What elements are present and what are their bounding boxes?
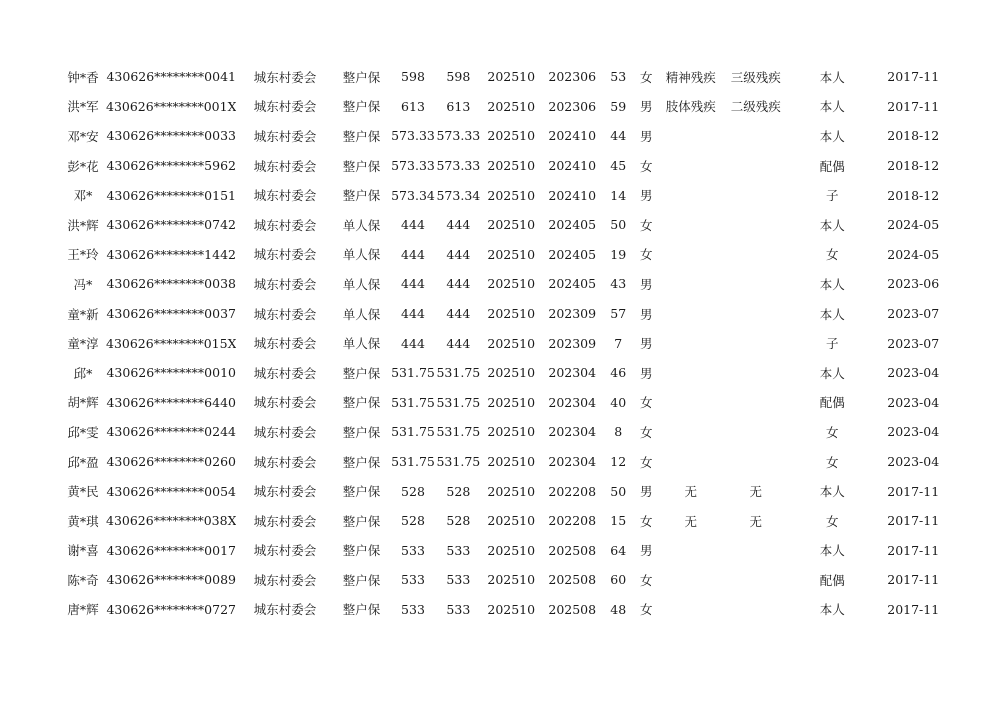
amount-cell: 533 [401, 601, 425, 617]
assistance-type-cell: 单人保 [342, 217, 381, 233]
enroll-date-cell: 2023-04 [887, 454, 940, 470]
disability-type-cell: 无 [684, 484, 697, 500]
assistance-type-cell: 整户保 [342, 572, 381, 588]
id-number-cell: 430626********0041 [106, 69, 236, 85]
id-number-cell: 430626********001X [106, 98, 237, 114]
disability-type-cell: 精神残疾 [665, 69, 716, 85]
subsidy-amount-cell: 531.75 [436, 365, 481, 381]
amount-cell: 531.75 [391, 394, 435, 410]
id-number-cell: 430626********0054 [106, 483, 236, 499]
id-number-cell: 430626********0010 [106, 365, 236, 381]
assistance-type-cell: 单人保 [342, 336, 381, 352]
start-month-cell: 202510 [487, 128, 536, 144]
person-name-cell: 洪*军 [67, 99, 99, 115]
sex-cell: 男 [639, 99, 653, 115]
amount-cell: 528 [401, 483, 425, 499]
disability-level-cell [723, 151, 788, 181]
relation-cell: 配偶 [819, 395, 845, 411]
start-month-cell: 202510 [487, 394, 536, 410]
age-cell: 45 [610, 158, 627, 174]
id-number-cell: 430626********0244 [106, 424, 236, 440]
disability-type-cell [658, 121, 723, 151]
id-number-cell: 430626********0727 [106, 601, 236, 617]
village-unit-cell: 城东村委会 [253, 484, 317, 500]
end-month-cell: 202208 [548, 513, 597, 529]
sex-cell: 男 [639, 336, 653, 352]
start-month-cell: 202510 [487, 158, 536, 174]
sex-cell: 男 [639, 484, 653, 500]
village-unit-cell: 城东村委会 [253, 69, 317, 85]
end-month-cell: 202508 [548, 542, 597, 558]
person-name-cell: 钟*香 [67, 69, 99, 85]
village-unit-cell: 城东村委会 [253, 99, 317, 115]
age-cell: 14 [610, 187, 627, 203]
amount-cell: 531.75 [391, 454, 435, 470]
table-row [60, 151, 950, 181]
enroll-date-cell: 2023-04 [887, 365, 940, 381]
assistance-type-cell: 整户保 [342, 69, 381, 85]
village-unit-cell: 城东村委会 [253, 424, 317, 440]
village-unit-cell: 城东村委会 [253, 395, 317, 411]
disability-type-cell: 无 [684, 513, 697, 529]
id-number-cell: 430626********0260 [106, 454, 236, 470]
relation-cell: 本人 [819, 69, 845, 85]
end-month-cell: 202410 [548, 128, 597, 144]
start-month-cell: 202510 [487, 187, 536, 203]
village-unit-cell: 城东村委会 [253, 128, 317, 144]
subsidy-amount-cell: 531.75 [436, 454, 481, 470]
person-name-cell: 邱*盈 [67, 454, 99, 470]
subsidy-amount-cell: 444 [446, 217, 471, 233]
relation-cell: 女 [825, 424, 839, 440]
relation-cell: 本人 [819, 365, 845, 381]
table-row [60, 476, 950, 506]
assistance-type-cell: 整户保 [342, 513, 381, 529]
relation-cell: 子 [825, 336, 839, 352]
person-name-cell: 黄*民 [67, 484, 99, 500]
age-cell: 40 [610, 394, 627, 410]
start-month-cell: 202510 [487, 572, 536, 588]
disability-level-cell: 无 [749, 513, 762, 529]
disability-level-cell [723, 299, 788, 329]
relation-cell: 女 [825, 454, 839, 470]
sex-cell: 女 [639, 69, 653, 85]
subsidy-amount-cell: 573.33 [436, 158, 481, 174]
assistance-type-cell: 整户保 [342, 484, 381, 500]
disability-level-cell [723, 388, 788, 418]
disability-level-cell: 三级残疾 [730, 69, 781, 85]
enroll-date-cell: 2017-11 [887, 513, 940, 529]
disability-level-cell [723, 358, 788, 388]
assistance-type-cell: 整户保 [342, 395, 381, 411]
subsidy-amount-cell: 613 [446, 98, 471, 114]
id-number-cell: 430626********5962 [106, 158, 236, 174]
amount-cell: 573.33 [391, 128, 435, 144]
sex-cell: 女 [639, 424, 653, 440]
start-month-cell: 202510 [487, 335, 536, 351]
end-month-cell: 202405 [548, 276, 597, 292]
start-month-cell: 202510 [487, 483, 536, 499]
disability-type-cell [658, 595, 723, 625]
relation-cell: 本人 [819, 99, 845, 115]
relation-cell: 本人 [819, 128, 845, 144]
subsidy-amount-cell: 528 [446, 513, 471, 529]
subsidy-amount-cell: 531.75 [436, 424, 481, 440]
assistance-type-cell: 整户保 [342, 602, 381, 618]
assistance-type-cell: 整户保 [342, 424, 381, 440]
table-row [60, 388, 950, 418]
enroll-date-cell: 2017-11 [887, 98, 940, 114]
start-month-cell: 202510 [487, 424, 536, 440]
amount-cell: 531.75 [391, 424, 435, 440]
end-month-cell: 202309 [548, 335, 597, 351]
age-cell: 57 [610, 306, 627, 322]
disability-level-cell [723, 328, 788, 358]
enroll-date-cell: 2017-11 [887, 542, 940, 558]
enroll-date-cell: 2023-04 [887, 424, 940, 440]
id-number-cell: 430626********6440 [106, 394, 236, 410]
relation-cell: 本人 [819, 543, 845, 559]
assistance-type-cell: 整户保 [342, 454, 381, 470]
sex-cell: 女 [639, 395, 653, 411]
amount-cell: 573.33 [391, 158, 435, 174]
person-name-cell: 童*淳 [67, 336, 99, 352]
amount-cell: 444 [401, 306, 425, 322]
disability-level-cell [723, 210, 788, 240]
assistance-type-cell: 单人保 [342, 306, 381, 322]
village-unit-cell: 城东村委会 [253, 306, 317, 322]
age-cell: 44 [610, 128, 627, 144]
enroll-date-cell: 2018-12 [887, 158, 940, 174]
age-cell: 8 [614, 424, 623, 440]
person-name-cell: 邱* [73, 365, 93, 381]
age-cell: 59 [610, 98, 627, 114]
start-month-cell: 202510 [487, 217, 536, 233]
assistance-type-cell: 整户保 [342, 543, 381, 559]
table-row [60, 62, 950, 92]
amount-cell: 444 [401, 217, 425, 233]
age-cell: 7 [614, 335, 623, 351]
table-row [60, 358, 950, 388]
table-row [60, 417, 950, 447]
age-cell: 43 [610, 276, 627, 292]
disability-level-cell [723, 240, 788, 270]
subsidy-amount-cell: 533 [446, 601, 471, 617]
amount-cell: 528 [401, 513, 425, 529]
disability-level-cell [723, 417, 788, 447]
sex-cell: 女 [639, 602, 653, 618]
enroll-date-cell: 2023-06 [887, 276, 940, 292]
subsidy-amount-cell: 528 [446, 483, 471, 499]
end-month-cell: 202309 [548, 306, 597, 322]
id-number-cell: 430626********0151 [106, 187, 236, 203]
subsidy-amount-cell: 444 [446, 276, 471, 292]
id-number-cell: 430626********015X [106, 335, 237, 351]
person-name-cell: 陈*奇 [67, 572, 99, 588]
enroll-date-cell: 2017-11 [887, 572, 940, 588]
disability-type-cell [658, 358, 723, 388]
disability-level-cell [723, 269, 788, 299]
age-cell: 15 [610, 513, 627, 529]
enroll-date-cell: 2023-07 [887, 306, 940, 322]
disability-type-cell [658, 269, 723, 299]
village-unit-cell: 城东村委会 [253, 454, 317, 470]
end-month-cell: 202508 [548, 572, 597, 588]
enroll-date-cell: 2024-05 [887, 246, 940, 262]
id-number-cell: 430626********0038 [106, 276, 236, 292]
table-row [60, 328, 950, 358]
end-month-cell: 202306 [548, 69, 597, 85]
village-unit-cell: 城东村委会 [253, 543, 317, 559]
person-name-cell: 邓* [73, 188, 93, 204]
id-number-cell: 430626********038X [106, 513, 237, 529]
disability-level-cell [723, 565, 788, 595]
relation-cell: 本人 [819, 276, 845, 292]
relation-cell: 配偶 [819, 158, 845, 174]
relation-cell: 本人 [819, 484, 845, 500]
end-month-cell: 202208 [548, 483, 597, 499]
table-row [60, 447, 950, 477]
village-unit-cell: 城东村委会 [253, 336, 317, 352]
person-name-cell: 谢*喜 [67, 543, 99, 559]
sex-cell: 男 [639, 276, 653, 292]
assistance-type-cell: 整户保 [342, 99, 381, 115]
person-name-cell: 冯* [73, 276, 93, 292]
person-name-cell: 彭*花 [67, 158, 99, 174]
person-name-cell: 邱*雯 [67, 424, 99, 440]
start-month-cell: 202510 [487, 365, 536, 381]
start-month-cell: 202510 [487, 246, 536, 262]
sex-cell: 女 [639, 247, 653, 263]
disability-level-cell: 二级残疾 [730, 99, 781, 115]
amount-cell: 444 [401, 335, 425, 351]
person-name-cell: 王*玲 [67, 247, 99, 263]
amount-cell: 573.34 [391, 187, 435, 203]
village-unit-cell: 城东村委会 [253, 158, 317, 174]
start-month-cell: 202510 [487, 513, 536, 529]
age-cell: 53 [610, 69, 627, 85]
sex-cell: 女 [639, 454, 653, 470]
sex-cell: 女 [639, 217, 653, 233]
assistance-type-cell: 整户保 [342, 158, 381, 174]
disability-level-cell [723, 447, 788, 477]
disability-level-cell [723, 180, 788, 210]
enroll-date-cell: 2023-07 [887, 335, 940, 351]
village-unit-cell: 城东村委会 [253, 247, 317, 263]
disability-type-cell [658, 417, 723, 447]
assistance-type-cell: 整户保 [342, 188, 381, 204]
id-number-cell: 430626********0033 [106, 128, 236, 144]
subsidy-amount-cell: 533 [446, 542, 471, 558]
end-month-cell: 202304 [548, 365, 597, 381]
amount-cell: 613 [401, 98, 425, 114]
disability-type-cell [658, 240, 723, 270]
village-unit-cell: 城东村委会 [253, 602, 317, 618]
table-row [60, 536, 950, 566]
amount-cell: 444 [401, 276, 425, 292]
person-name-cell: 胡*辉 [67, 395, 99, 411]
end-month-cell: 202405 [548, 217, 597, 233]
amount-cell: 533 [401, 572, 425, 588]
table-row [60, 595, 950, 625]
enroll-date-cell: 2023-04 [887, 394, 940, 410]
table-row [60, 180, 950, 210]
subsidy-amount-cell: 598 [446, 69, 471, 85]
table-row [60, 210, 950, 240]
roster-table [60, 62, 950, 624]
subsidy-amount-cell: 444 [446, 246, 471, 262]
village-unit-cell: 城东村委会 [253, 217, 317, 233]
relation-cell: 女 [825, 247, 839, 263]
id-number-cell: 430626********1442 [106, 246, 236, 262]
sex-cell: 女 [639, 513, 653, 529]
person-name-cell: 唐*辉 [67, 602, 99, 618]
disability-level-cell: 无 [749, 484, 762, 500]
subsidy-amount-cell: 533 [446, 572, 471, 588]
relation-cell: 配偶 [819, 572, 845, 588]
enroll-date-cell: 2018-12 [887, 187, 940, 203]
age-cell: 12 [610, 454, 627, 470]
table-row [60, 506, 950, 536]
disability-type-cell [658, 180, 723, 210]
sex-cell: 男 [639, 306, 653, 322]
person-name-cell: 邓*安 [67, 128, 99, 144]
table-row [60, 299, 950, 329]
subsidy-amount-cell: 573.34 [436, 187, 481, 203]
disability-type-cell [658, 536, 723, 566]
subsidy-amount-cell: 444 [446, 335, 471, 351]
start-month-cell: 202510 [487, 306, 536, 322]
enroll-date-cell: 2017-11 [887, 601, 940, 617]
age-cell: 50 [610, 483, 627, 499]
disability-level-cell [723, 595, 788, 625]
sex-cell: 男 [639, 543, 653, 559]
start-month-cell: 202510 [487, 276, 536, 292]
disability-level-cell [723, 536, 788, 566]
amount-cell: 533 [401, 542, 425, 558]
age-cell: 60 [610, 572, 627, 588]
amount-cell: 444 [401, 246, 425, 262]
end-month-cell: 202410 [548, 187, 597, 203]
end-month-cell: 202304 [548, 454, 597, 470]
person-name-cell: 洪*辉 [67, 217, 99, 233]
age-cell: 19 [610, 246, 627, 262]
subsidy-amount-cell: 573.33 [436, 128, 481, 144]
sex-cell: 男 [639, 188, 653, 204]
village-unit-cell: 城东村委会 [253, 572, 317, 588]
assistance-type-cell: 单人保 [342, 247, 381, 263]
sex-cell: 男 [639, 128, 653, 144]
person-name-cell: 黄*琪 [67, 513, 99, 529]
sex-cell: 女 [639, 158, 653, 174]
village-unit-cell: 城东村委会 [253, 513, 317, 529]
id-number-cell: 430626********0742 [106, 217, 236, 233]
table-row [60, 269, 950, 299]
start-month-cell: 202510 [487, 98, 536, 114]
relation-cell: 本人 [819, 217, 845, 233]
table-row [60, 565, 950, 595]
enroll-date-cell: 2017-11 [887, 483, 940, 499]
end-month-cell: 202304 [548, 424, 597, 440]
disability-type-cell [658, 447, 723, 477]
end-month-cell: 202306 [548, 98, 597, 114]
enroll-date-cell: 2017-11 [887, 69, 940, 85]
age-cell: 46 [610, 365, 627, 381]
subsidy-amount-cell: 444 [446, 306, 471, 322]
id-number-cell: 430626********0017 [106, 542, 236, 558]
disability-type-cell [658, 151, 723, 181]
age-cell: 64 [610, 542, 627, 558]
enroll-date-cell: 2024-05 [887, 217, 940, 233]
relation-cell: 子 [825, 188, 839, 204]
roster-body [60, 62, 950, 624]
start-month-cell: 202510 [487, 69, 536, 85]
end-month-cell: 202508 [548, 601, 597, 617]
table-row [60, 121, 950, 151]
assistance-type-cell: 整户保 [342, 128, 381, 144]
disability-type-cell: 肢体残疾 [665, 99, 716, 115]
amount-cell: 531.75 [391, 365, 435, 381]
amount-cell: 598 [401, 69, 425, 85]
subsidy-amount-cell: 531.75 [436, 394, 481, 410]
disability-type-cell [658, 210, 723, 240]
table-row [60, 240, 950, 270]
village-unit-cell: 城东村委会 [253, 276, 317, 292]
disability-type-cell [658, 299, 723, 329]
age-cell: 50 [610, 217, 627, 233]
id-number-cell: 430626********0037 [106, 306, 236, 322]
start-month-cell: 202510 [487, 542, 536, 558]
assistance-type-cell: 整户保 [342, 365, 381, 381]
assistance-type-cell: 单人保 [342, 276, 381, 292]
end-month-cell: 202405 [548, 246, 597, 262]
disability-type-cell [658, 565, 723, 595]
village-unit-cell: 城东村委会 [253, 188, 317, 204]
age-cell: 48 [610, 601, 627, 617]
disability-type-cell [658, 388, 723, 418]
sex-cell: 男 [639, 365, 653, 381]
sex-cell: 女 [639, 572, 653, 588]
person-name-cell: 童*新 [67, 306, 99, 322]
disability-level-cell [723, 121, 788, 151]
disability-type-cell [658, 328, 723, 358]
start-month-cell: 202510 [487, 454, 536, 470]
village-unit-cell: 城东村委会 [253, 365, 317, 381]
id-number-cell: 430626********0089 [106, 572, 236, 588]
relation-cell: 女 [825, 513, 839, 529]
relation-cell: 本人 [819, 602, 845, 618]
end-month-cell: 202304 [548, 394, 597, 410]
relation-cell: 本人 [819, 306, 845, 322]
table-row [60, 92, 950, 122]
end-month-cell: 202410 [548, 158, 597, 174]
enroll-date-cell: 2018-12 [887, 128, 940, 144]
start-month-cell: 202510 [487, 601, 536, 617]
